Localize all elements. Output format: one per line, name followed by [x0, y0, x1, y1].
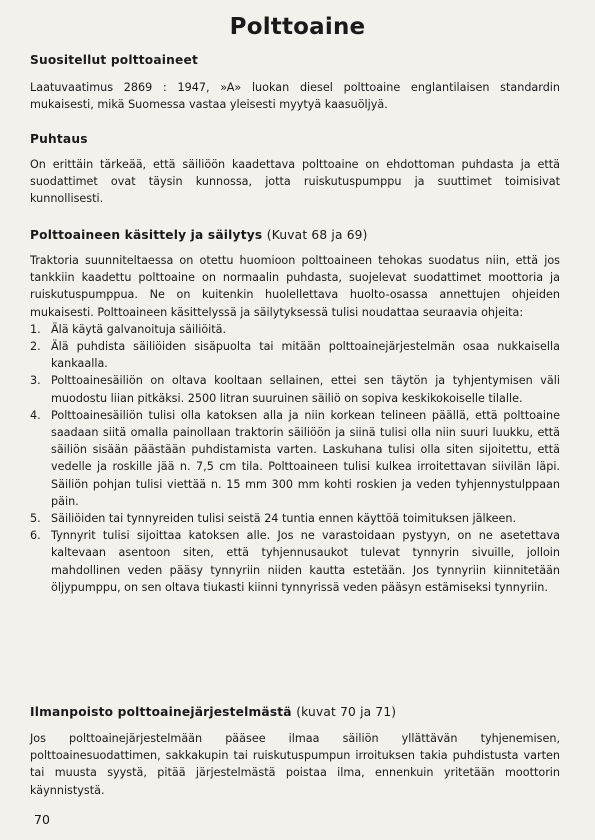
section-heading: Suositellut polttoaineet	[30, 53, 198, 67]
item-number: 4.	[30, 408, 41, 422]
page-title: Polttoaine	[229, 14, 366, 40]
item-number: 2.	[30, 340, 41, 354]
section-fuel-handling	[30, 227, 560, 596]
section-paragraph: Laatuvaatimus 2869 : 1947, »A» luokan diesel polttoaine englantilaisen standardin mukaisesti, mikä Suomessa vastaa yleisesti myytyä kaasuöljyä.	[30, 81, 560, 112]
section-heading: Puhtaus	[30, 132, 88, 146]
section-air-bleeding	[30, 704, 560, 799]
item-text: Polttoainesäiliön on oltava kooltaan sellainen, ettei sen täytön ja tyhjentymisen väli muodostu liian pitkäksi. 2500 litran suuruinen säiliö on sopiva keskikokoiselle tilalle.	[51, 374, 560, 405]
section-paragraph: Jos polttoainejärjestelmään pääsee ilmaa säiliön yllättävän tyhjenemisen, polttoainesuodattimen, sakkakupin tai ruiskutuspumpun irroituksen takia puhdistusta varten tai muusta syystä, pitää järjestelmästä poistaa ilma, ennenkuin yritetään moottorin käynnistystä.	[30, 732, 560, 797]
list-item	[30, 338, 560, 372]
section-heading	[30, 227, 560, 243]
page-number: 70	[34, 812, 50, 827]
section-paragraph: Traktoria suunniteltaessa on otettu huomioon polttoaineen tehokas suodatus niin, että jos tankkiin kaadettu polttoaine on normaalin puhdasta, suojelevat suodattimet moottoria ja ruiskutuspumppua. Ne on kuitenkin huolellettava huolto-osassa annettujen ohjeiden mukaisesti. Polttoaineen käsittelyssä ja säilytyksessä tulisi noudattaa seuraavia ohjeita:	[30, 254, 560, 319]
item-text: Älä puhdista säiliöiden sisäpuolta tai mitään polttoainejärjestelmän osaa nukkaisella kankaalla.	[51, 340, 560, 371]
item-number: 1.	[30, 322, 41, 336]
item-text: Säiliöiden tai tynnyreiden tulisi seistä 24 tuntia ennen käyttöä toimituksen jälkeen.	[51, 512, 517, 526]
section-heading	[30, 704, 560, 720]
instruction-list	[30, 321, 560, 596]
list-item	[30, 372, 560, 406]
list-item	[30, 321, 560, 338]
section-paragraph: On erittäin tärkeää, että säiliöön kaadettava polttoaine on ehdottoman puhdasta ja että suodattimet ovat täysin kunnossa, jotta ruiskutuspumppu ja suuttimet toimisivat kunnollisesti.	[30, 158, 560, 206]
heading-figure-ref: (Kuvat 68 ja 69)	[266, 228, 368, 242]
list-item	[30, 510, 560, 527]
heading-figure-ref: (kuvat 70 ja 71)	[296, 705, 397, 719]
heading-text: Ilmanpoisto polttoainejärjestelmästä	[30, 705, 292, 719]
list-item	[30, 407, 560, 510]
item-text: Polttoainesäiliön tulisi olla katoksen alla ja niin korkean telineen päällä, että polttoaine saadaan siitä omalla painollaan traktorin säiliöön ja siinä tulisi olla niin suuri luukku, että säiliön sisään päästään puhdistamista varten. Laskuhana tulisi olla siten sijoitettu, että vedelle ja roskille jää n. 7,5 cm tila. Polttoaineen tulisi kulkea irroitettavan siivilän läpi. Säiliön pohjan tulisi viettää n. 15 mm 300 mm kohti roskien ja veden tyhjennystulppaan päin.	[51, 408, 560, 508]
item-number: 3.	[30, 374, 41, 388]
section-recommended-fuels	[30, 52, 560, 113]
item-number: 5.	[30, 512, 41, 526]
item-number: 6.	[30, 529, 41, 543]
item-text: Älä käytä galvanoituja säiliöitä.	[51, 322, 227, 336]
heading-text: Polttoaineen käsittely ja säilytys	[30, 228, 263, 242]
section-cleanliness	[30, 131, 560, 208]
item-text: Tynnyrit tulisi sijoittaa katoksen alle. Jos ne varastoidaan pystyyn, on ne asetettava kaltevaan asentoon siten, että tyhjennusaukot tulevat tynnyrin sivuille, jolloin mahdollinen veden pääsy tynnyriin niiden kautta estetään. Jos tynnyriin kiinnitetään öljypumppu, on sen oltava tiukasti kiinni tynnyrissä veden pääsyn estämiseksi tynnyriin.	[51, 529, 560, 594]
list-item	[30, 527, 560, 596]
